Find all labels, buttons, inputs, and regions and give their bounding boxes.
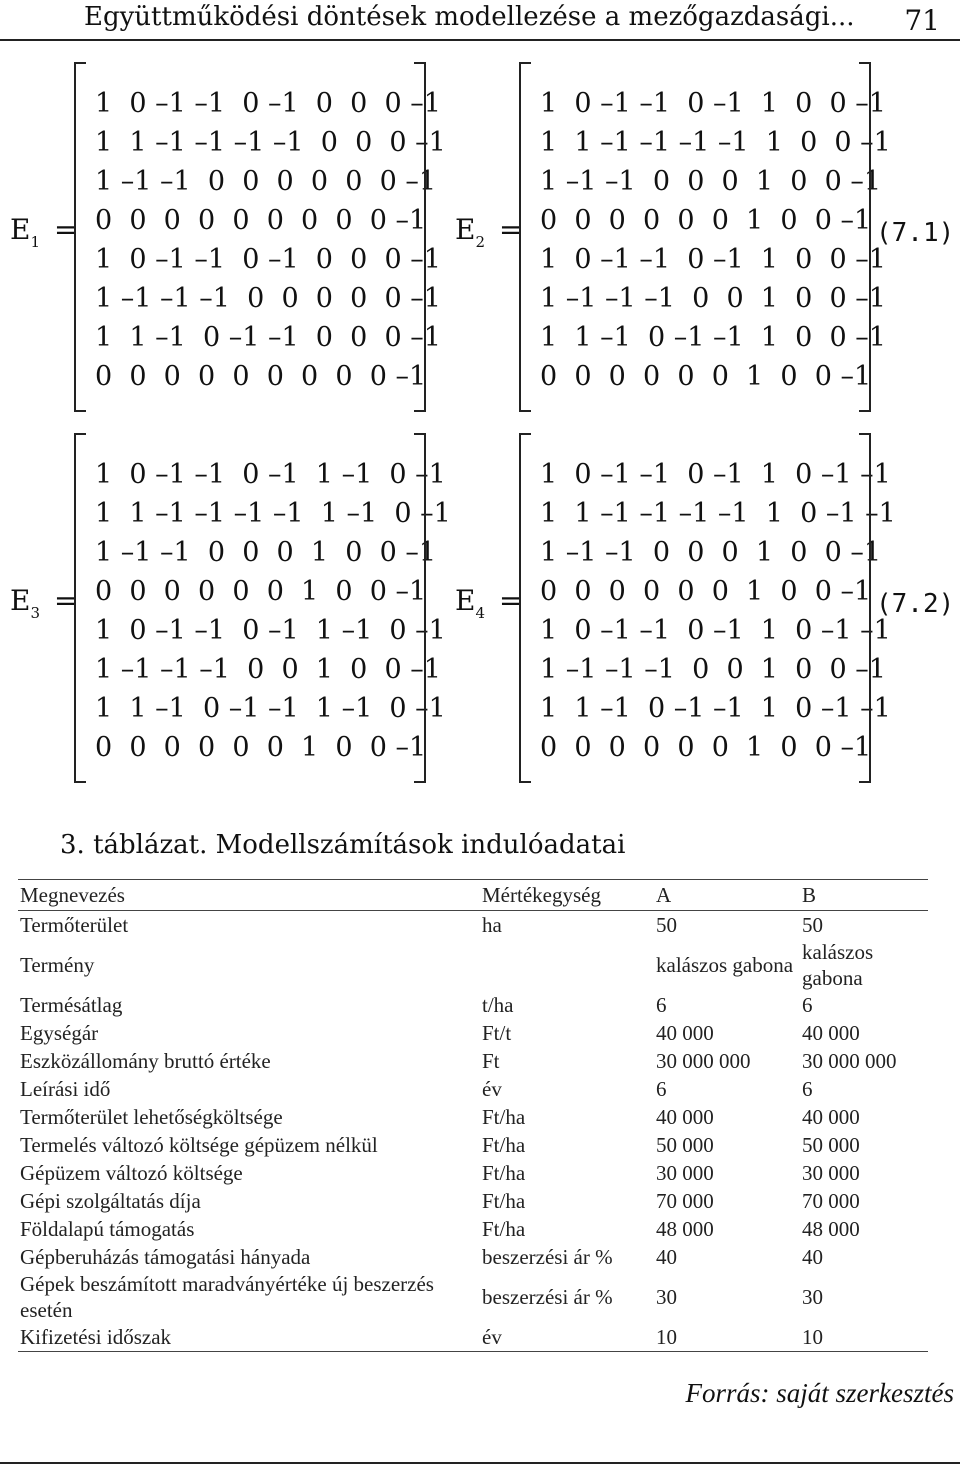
cell-unit: Ft/ha (482, 1189, 526, 1213)
table-row (18, 1047, 928, 1075)
cell-b: 30 (802, 1285, 823, 1309)
right-bracket (414, 62, 426, 412)
cell-a: 40 000 (656, 1021, 714, 1045)
cell-a: 30 000 (656, 1161, 714, 1185)
cell-unit: Ft/ha (482, 1105, 526, 1129)
matrix-row: 0 0 0 0 0 0 1 0 0 –1 (540, 576, 872, 607)
matrix-row: 1 1 –1 –1 –1 –1 0 0 0 –1 (95, 127, 446, 158)
page-header (0, 0, 960, 42)
cell-unit: beszerzési ár % (482, 1285, 613, 1309)
matrix-row: 1 0 –1 –1 0 –1 1 0 –1 –1 (540, 615, 891, 646)
matrix-row: 1 0 –1 –1 0 –1 1 –1 0 –1 (95, 459, 446, 490)
cell-a: 48 000 (656, 1217, 714, 1241)
matrix-row: 1 0 –1 –1 0 –1 1 0 0 –1 (540, 244, 886, 275)
left-bracket (519, 433, 531, 783)
table-row (18, 1131, 928, 1159)
header-cell-b: B (800, 880, 928, 911)
right-bracket (859, 433, 871, 783)
table-row (18, 1159, 928, 1187)
cell-name: Gépüzem változó költsége (20, 1161, 243, 1185)
cell-a: 30 (656, 1285, 677, 1309)
right-bracket (859, 62, 871, 412)
table-row (18, 1075, 928, 1103)
table-row (18, 991, 928, 1019)
table-row (18, 1243, 928, 1271)
matrix-row: 1 –1 –1 0 0 0 1 0 0 –1 (540, 166, 882, 197)
cell-a: 40 (656, 1245, 677, 1269)
matrix-row: 1 0 –1 –1 0 –1 0 0 0 –1 (95, 244, 441, 275)
cell-b: 40 000 (802, 1105, 860, 1129)
matrix-label: $E_1$ = (10, 213, 78, 251)
matrix-row: 1 0 –1 –1 0 –1 0 0 0 –1 (95, 88, 441, 119)
table-row (18, 1019, 928, 1047)
matrix-equation-e2 (455, 62, 891, 408)
matrix-body (540, 84, 891, 396)
cell-name: Egységár (20, 1021, 99, 1045)
left-bracket (74, 62, 86, 412)
matrix-row: 0 0 0 0 0 0 1 0 0 –1 (540, 361, 872, 392)
cell-a: 6 (656, 1077, 667, 1101)
cell-a: 50 000 (656, 1133, 714, 1157)
cell-name: Gépek beszámított maradványértéke új beszerzés esetén (20, 1272, 434, 1322)
header-rule (0, 39, 960, 41)
matrix-row: 1 –1 –1 –1 0 0 1 0 0 –1 (540, 283, 886, 314)
cell-unit: Ft/ha (482, 1133, 526, 1157)
cell-a: 50 (656, 913, 677, 937)
matrix-label: $E_2$ = (455, 213, 523, 251)
cell-b: 50 (802, 913, 823, 937)
cell-unit: beszerzési ár % (482, 1245, 613, 1269)
matrix-body (95, 84, 446, 396)
cell-unit: év (482, 1077, 502, 1101)
cell-b: 30 000 000 (802, 1049, 897, 1073)
cell-b: 50 000 (802, 1133, 860, 1157)
left-bracket (519, 62, 531, 412)
matrix-row: 1 0 –1 –1 0 –1 1 –1 0 –1 (95, 615, 446, 646)
cell-a: 6 (656, 993, 667, 1017)
table-row (18, 939, 928, 991)
source-note: Forrás: saját szerkesztés (685, 1378, 954, 1408)
matrix-row: 1 –1 –1 –1 0 0 0 0 0 –1 (95, 283, 441, 314)
input-data-table (18, 879, 928, 1352)
cell-a: 70 000 (656, 1189, 714, 1213)
cell-b: kalászos gabona (802, 940, 874, 990)
matrix-row: 1 1 –1 –1 –1 –1 1 0 0 –1 (540, 127, 891, 158)
footer-rule (0, 1462, 960, 1464)
matrix-row: 1 –1 –1 0 0 0 1 0 0 –1 (95, 537, 437, 568)
matrix-label: $E_3$ = (10, 584, 78, 622)
matrix-row: 1 1 –1 0 –1 –1 1 0 0 –1 (540, 322, 886, 353)
cell-unit: ha (482, 913, 502, 937)
matrix-row: 1 0 –1 –1 0 –1 1 0 –1 –1 (540, 459, 891, 490)
table-row (18, 1215, 928, 1243)
matrix-row: 0 0 0 0 0 0 0 0 0 –1 (95, 205, 427, 236)
cell-unit (480, 939, 654, 991)
matrix-row: 1 –1 –1 –1 0 0 1 0 0 –1 (540, 654, 886, 685)
matrix-label: $E_4$ = (455, 584, 523, 622)
matrix-row: 0 0 0 0 0 0 1 0 0 –1 (540, 732, 872, 763)
cell-name: Leírási idő (20, 1077, 111, 1101)
matrix-body (95, 455, 451, 767)
matrix-row: 0 0 0 0 0 0 0 0 0 –1 (95, 361, 427, 392)
table-row (18, 1323, 928, 1352)
cell-name: Eszközállomány bruttó értéke (20, 1049, 271, 1073)
cell-unit: Ft/ha (482, 1161, 526, 1185)
cell-a: 40 000 (656, 1105, 714, 1129)
cell-name: Földalapú támogatás (20, 1217, 195, 1241)
matrix-equation-e1 (10, 62, 446, 408)
cell-name: Termelés változó költsége gépüzem nélkül (20, 1133, 378, 1157)
matrix-row: 1 1 –1 –1 –1 –1 1 –1 0 –1 (95, 498, 451, 529)
right-bracket (414, 433, 426, 783)
cell-b: 48 000 (802, 1217, 860, 1241)
cell-b: 10 (800, 1323, 928, 1352)
equation-number-7-2: (7.2) (876, 589, 955, 619)
matrix-body (540, 455, 896, 767)
cell-name: Termésátlag (20, 993, 123, 1017)
cell-b: 40 (802, 1245, 823, 1269)
table-caption: 3. táblázat. Modellszámítások indulóadatai (60, 830, 626, 860)
table-row (18, 1271, 928, 1323)
header-cell-unit: Mértékegység (480, 880, 654, 911)
table-body (18, 911, 928, 1352)
table-header-row (18, 880, 928, 911)
cell-unit: t/ha (482, 993, 514, 1017)
matrix-row: 1 1 –1 0 –1 –1 1 –1 0 –1 (95, 693, 446, 724)
matrix-row: 1 1 –1 –1 –1 –1 1 0 –1 –1 (540, 498, 896, 529)
cell-name: Termény (20, 953, 95, 977)
matrix-row: 0 0 0 0 0 0 1 0 0 –1 (540, 205, 872, 236)
cell-name: Gépberuházás támogatási hányada (20, 1245, 311, 1269)
matrix-row: 1 0 –1 –1 0 –1 1 0 0 –1 (540, 88, 886, 119)
left-bracket (74, 433, 86, 783)
table-row (18, 911, 928, 940)
table-row (18, 1103, 928, 1131)
header-cell-a: A (654, 880, 800, 911)
matrix-row: 1 –1 –1 0 0 0 0 0 0 –1 (95, 166, 437, 197)
matrix-equation-e3 (10, 433, 451, 779)
table-row (18, 1187, 928, 1215)
header-cell-name: Megnevezés (18, 880, 480, 911)
matrix-row: 1 –1 –1 0 0 0 1 0 0 –1 (540, 537, 882, 568)
cell-unit: Ft/ha (482, 1217, 526, 1241)
cell-name: Gépi szolgáltatás díja (20, 1189, 201, 1213)
matrix-row: 0 0 0 0 0 0 1 0 0 –1 (95, 732, 427, 763)
matrix-row: 0 0 0 0 0 0 1 0 0 –1 (95, 576, 427, 607)
cell-b: 30 000 (802, 1161, 860, 1185)
cell-unit: év (480, 1323, 654, 1352)
cell-a: 30 000 000 (656, 1049, 751, 1073)
running-title: Együttműködési döntések modellezése a mezőgazdasági... (84, 2, 855, 32)
cell-unit: Ft/t (482, 1021, 512, 1045)
cell-name: Kifizetési időszak (18, 1323, 480, 1352)
cell-b: 6 (802, 993, 813, 1017)
cell-name: Termőterület (20, 913, 129, 937)
page-number: 71 (904, 4, 940, 37)
matrix-row: 1 1 –1 0 –1 –1 1 0 –1 –1 (540, 693, 891, 724)
cell-name: Termőterület lehetőségköltsége (20, 1105, 283, 1129)
cell-a: kalászos gabona (656, 953, 794, 977)
matrix-row: 1 –1 –1 –1 0 0 1 0 0 –1 (95, 654, 441, 685)
matrix-equation-e4 (455, 433, 896, 779)
cell-b: 40 000 (802, 1021, 860, 1045)
matrix-row: 1 1 –1 0 –1 –1 0 0 0 –1 (95, 322, 441, 353)
cell-b: 6 (802, 1077, 813, 1101)
cell-unit: Ft (482, 1049, 500, 1073)
cell-a: 10 (654, 1323, 800, 1352)
equation-number-7-1: (7.1) (876, 218, 955, 248)
cell-b: 70 000 (802, 1189, 860, 1213)
